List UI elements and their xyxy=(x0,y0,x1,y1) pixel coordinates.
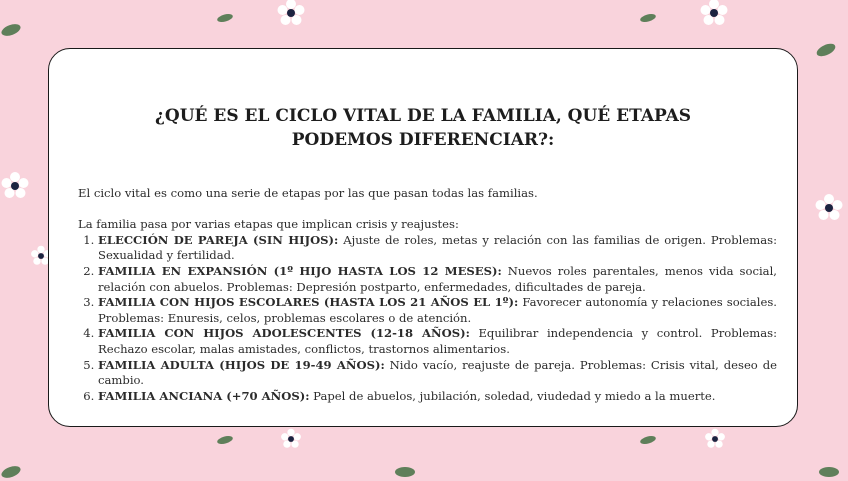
content-card xyxy=(48,48,798,427)
stage-heading: FAMILIA CON HIJOS ESCOLARES (HASTA LOS 21 AÑOS EL 1º): xyxy=(98,295,519,310)
stage-text: Nido vacío, reajuste de pareja. Problemas: Crisis vital, deseo de cambio. xyxy=(98,357,777,388)
flower-icon xyxy=(0,171,30,201)
intro-paragraph: El ciclo vital es como una serie de etapas por las que pasan todas las familias. xyxy=(78,186,538,200)
flower-icon xyxy=(704,428,726,450)
slide-body xyxy=(78,186,777,404)
stage-text: Equilibrar independencia y control. Problemas: Rechazo escolar, malas amistades, conflictos, trastornos alimentarios. xyxy=(98,326,777,356)
leaf-icon xyxy=(0,21,23,40)
stage-text: Favorecer autonomía y relaciones sociales. Problemas: Enuresis, celos, problemas escolares o de atención. xyxy=(98,295,777,325)
title-line-1: ¿QUÉ ES EL CICLO VITAL DE LA FAMILIA, QUÉ ETAPAS xyxy=(154,106,692,126)
leaf-icon xyxy=(813,40,838,60)
leaf-icon xyxy=(0,463,23,481)
stage-heading: ELECCIÓN DE PAREJA (SIN HIJOS): xyxy=(98,232,339,247)
lead-paragraph: La familia pasa por varias etapas que implican crisis y reajustes: xyxy=(78,217,459,232)
leaf-icon xyxy=(394,466,416,478)
list-item xyxy=(98,358,777,389)
stage-heading: FAMILIA ADULTA (HIJOS DE 19-49 AÑOS): xyxy=(98,357,385,372)
stage-heading: FAMILIA CON HIJOS ADOLESCENTES (12-18 AÑOS): xyxy=(98,326,470,341)
stage-heading: FAMILIA ANCIANA (+70 AÑOS): xyxy=(98,388,310,403)
title-line-2: PODEMOS DIFERENCIAR?: xyxy=(291,130,555,150)
leaf-icon xyxy=(818,466,840,478)
stages-list xyxy=(78,233,777,405)
flower-icon xyxy=(814,193,844,223)
list-item xyxy=(98,233,777,264)
slide-title xyxy=(49,104,797,152)
list-item xyxy=(98,326,777,357)
stage-text: Ajuste de roles, metas y relación con las familias de origen. Problemas: Sexualidad y fertilidad. xyxy=(98,232,777,263)
leaf-icon xyxy=(636,9,660,26)
flower-icon xyxy=(280,428,302,450)
leaf-icon xyxy=(636,431,660,448)
list-item xyxy=(98,295,777,326)
flower-icon xyxy=(699,0,729,28)
flower-icon xyxy=(276,0,306,28)
stage-text: Papel de abuelos, jubilación, soledad, viudedad y miedo a la muerte. xyxy=(309,388,716,403)
leaf-icon xyxy=(213,9,237,26)
leaf-icon xyxy=(213,431,237,448)
stage-heading: FAMILIA EN EXPANSIÓN (1º HIJO HASTA LOS 12 MESES): xyxy=(98,263,502,278)
stage-text: Nuevos roles parentales, menos vida social, relación con abuelos. Problemas: Depresión postparto, enfermedades, dificultades de pareja. xyxy=(98,263,777,294)
list-item xyxy=(98,264,777,295)
list-item xyxy=(98,389,777,405)
